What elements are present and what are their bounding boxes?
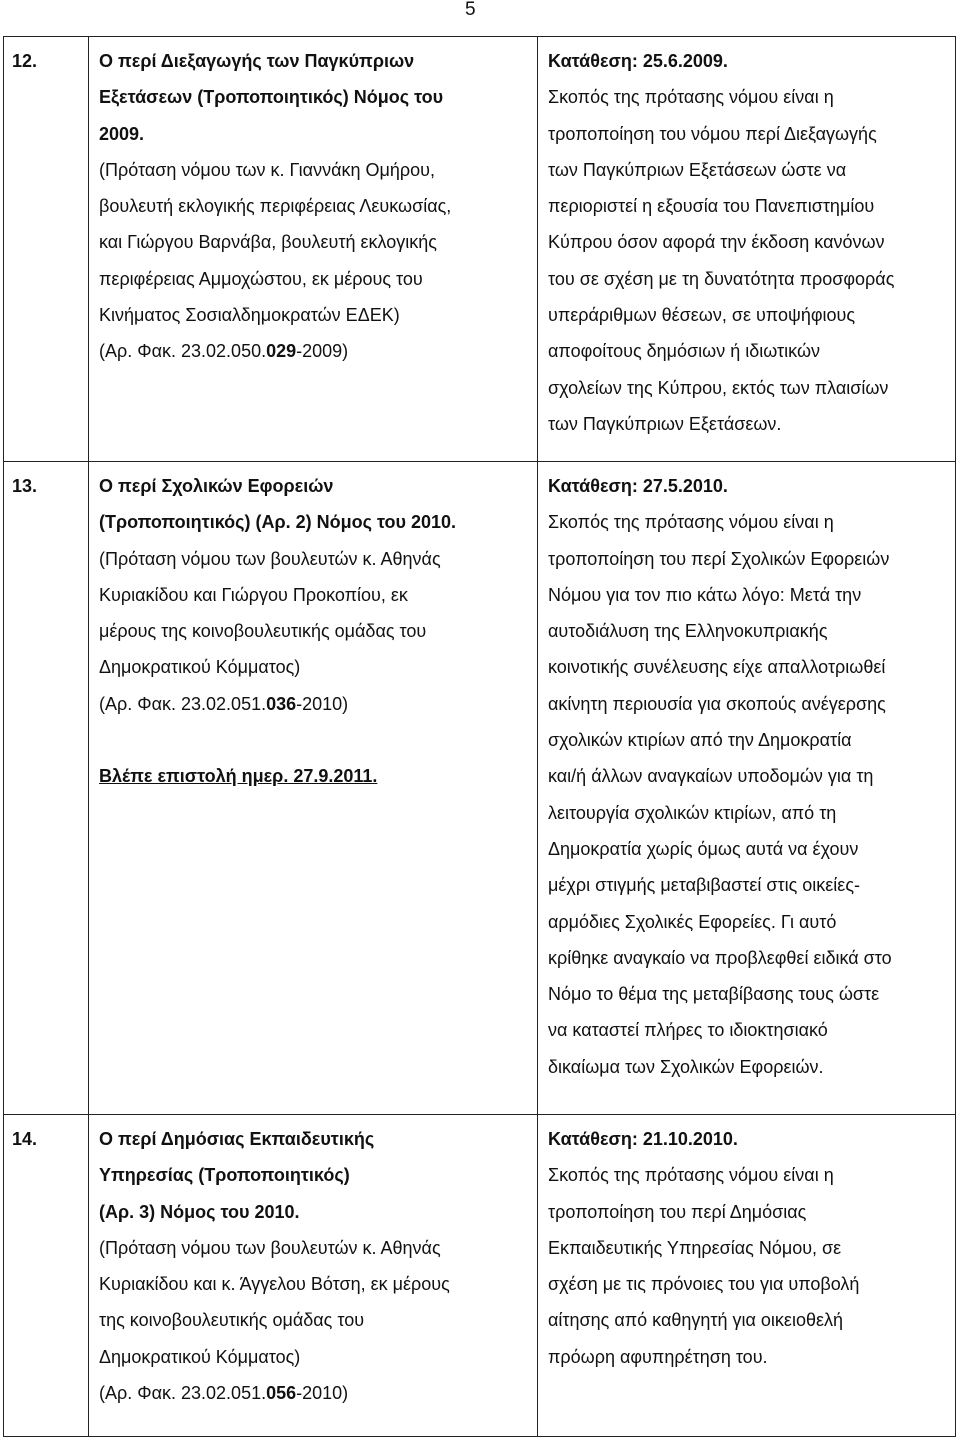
purpose-line: σχολείων της Κύπρου, εκτός των πλαισίων	[548, 377, 889, 398]
row-number: 12.	[4, 37, 89, 462]
purpose-line: τροποποίηση του νόμου περί Διεξαγωγής	[548, 123, 877, 144]
bill-title-cell	[89, 1115, 538, 1437]
purpose-line: περιοριστεί η εξουσία του Πανεπιστημίου	[548, 196, 875, 217]
purpose-line: ακίνητη περιουσία για σκοπούς ανέγερσης	[548, 693, 886, 714]
proposal-line: Δημοκρατικού Κόμματος)	[99, 657, 301, 678]
proposal-line: (Πρόταση νόμου των βουλευτών κ. Αθηνάς	[99, 1237, 441, 1258]
file-reference: (Αρ. Φακ. 23.02.051.056-2010)	[99, 1383, 349, 1404]
proposal-line: της κοινοβουλευτικής ομάδας του	[99, 1310, 365, 1331]
table-row	[4, 37, 956, 462]
table-row	[4, 462, 956, 1115]
purpose-line: λειτουργία σχολικών κτιρίων, από τη	[548, 802, 837, 823]
purpose-line: Σκοπός της πρότασης νόμου είναι η	[548, 512, 834, 533]
bill-title-line: (Αρ. 3) Νόμος του 2010.	[99, 1201, 300, 1222]
purpose-line: Εκπαιδευτικής Υπηρεσίας Νόμου, σε	[548, 1237, 842, 1258]
purpose-line: αυτοδιάλυση της Ελληνοκυπριακής	[548, 621, 828, 642]
purpose-cell	[538, 462, 956, 1115]
purpose-line: των Παγκύπριων Εξετάσεων.	[548, 413, 782, 434]
purpose-cell	[538, 37, 956, 462]
purpose-line: υπεράριθμων θέσεων, σε υποψήφιους	[548, 305, 856, 326]
bill-title-cell	[89, 37, 538, 462]
proposal-line: Κυριακίδου και κ. Άγγελου Βότση, εκ μέρους	[99, 1274, 450, 1295]
purpose-line: σχέση με τις πρόνοιες του για υποβολή	[548, 1274, 860, 1295]
proposal-line: μέρους της κοινοβουλευτικής ομάδας του	[99, 621, 427, 642]
filing-date: Κατάθεση: 21.10.2010.	[548, 1129, 738, 1149]
purpose-line: Σκοπός της πρότασης νόμου είναι η	[548, 87, 834, 108]
file-reference: (Αρ. Φακ. 23.02.051.036-2010)	[99, 693, 349, 714]
purpose-line: να καταστεί πλήρες το ιδιοκτησιακό	[548, 1020, 828, 1041]
bill-title-line: Ο περί Σχολικών Εφορειών	[99, 476, 334, 496]
purpose-line: Νόμου για τον πιο κάτω λόγο: Μετά την	[548, 584, 862, 605]
bill-title-line: (Τροποποιητικός) (Αρ. 2) Νόμος του 2010.	[99, 512, 457, 533]
purpose-line: Κύπρου όσον αφορά την έκδοση κανόνων	[548, 232, 885, 253]
proposal-line: Κινήματος Σοσιαλδημοκρατών ΕΔΕΚ)	[99, 305, 400, 326]
table-row	[4, 1115, 956, 1437]
proposal-line: (Πρόταση νόμου των κ. Γιαννάκη Ομήρου,	[99, 159, 435, 180]
purpose-line: αίτησης από καθηγητή για οικειοθελή	[548, 1310, 843, 1331]
bill-title-line: Εξετάσεων (Τροποποιητικός) Νόμος του	[99, 87, 444, 108]
purpose-line: Νόμο το θέμα της μεταβίβασης τους ώστε	[548, 984, 880, 1005]
purpose-line: των Παγκύπριων Εξετάσεων ώστε να	[548, 159, 847, 180]
purpose-line: πρόωρη αφυπηρέτηση του.	[548, 1346, 768, 1367]
proposal-line: Δημοκρατικού Κόμματος)	[99, 1346, 301, 1367]
proposal-line: (Πρόταση νόμου των βουλευτών κ. Αθηνάς	[99, 548, 441, 569]
page-number: 5	[465, 0, 476, 20]
proposal-line: Κυριακίδου και Γιώργου Προκοπίου, εκ	[99, 584, 408, 605]
purpose-line: αποφοίτους δημόσιων ή ιδιωτικών	[548, 341, 820, 362]
row-number: 14.	[4, 1115, 89, 1437]
letter-note: Βλέπε επιστολή ημερ. 27.9.2011.	[99, 766, 378, 787]
purpose-line: και/ή άλλων αναγκαίων υποδομών για τη	[548, 766, 874, 787]
filing-date: Κατάθεση: 25.6.2009.	[548, 51, 728, 71]
proposal-line: και Γιώργου Βαρνάβα, βουλευτή εκλογικής	[99, 232, 437, 253]
bill-title-line: Ο περί Δημόσιας Εκπαιδευτικής	[99, 1129, 375, 1149]
file-reference: (Αρ. Φακ. 23.02.050.029-2009)	[99, 341, 349, 362]
purpose-line: Δημοκρατία χωρίς όμως αυτά να έχουν	[548, 838, 859, 859]
proposal-line: περιφέρειας Αμμοχώστου, εκ μέρους του	[99, 268, 423, 289]
purpose-line: Σκοπός της πρότασης νόμου είναι η	[548, 1165, 834, 1186]
purpose-line: τροποποίηση του περί Σχολικών Εφορειών	[548, 548, 890, 569]
purpose-line: αρμόδιες Σχολικές Εφορείες. Γι αυτό	[548, 911, 837, 932]
bill-title-cell	[89, 462, 538, 1115]
purpose-line: κοινοτικής συνέλευσης είχε απαλλοτριωθεί	[548, 657, 886, 678]
spacer	[99, 722, 537, 758]
proposal-line: βουλευτή εκλογικής περιφέρειας Λευκωσίας,	[99, 196, 452, 217]
filing-date: Κατάθεση: 27.5.2010.	[548, 476, 728, 496]
purpose-line: του σε σχέση με τη δυνατότητα προσφοράς	[548, 268, 895, 289]
purpose-line: μέχρι στιγμής μεταβιβαστεί στις οικείες-	[548, 875, 860, 896]
purpose-line: σχολικών κτιρίων από την Δημοκρατία	[548, 730, 852, 751]
purpose-line: δικαίωμα των Σχολικών Εφορειών.	[548, 1056, 824, 1077]
bill-title-line: Υπηρεσίας (Τροποποιητικός)	[99, 1165, 350, 1186]
purpose-line: κρίθηκε αναγκαίο να προβλεφθεί ειδικά στο	[548, 947, 892, 968]
purpose-line: τροποποίηση του περί Δημόσιας	[548, 1201, 807, 1222]
row-number: 13.	[4, 462, 89, 1115]
bill-title-line: 2009.	[99, 123, 145, 144]
bill-title-line: Ο περί Διεξαγωγής των Παγκύπριων	[99, 51, 415, 71]
bills-table	[3, 36, 956, 1437]
purpose-cell	[538, 1115, 956, 1437]
